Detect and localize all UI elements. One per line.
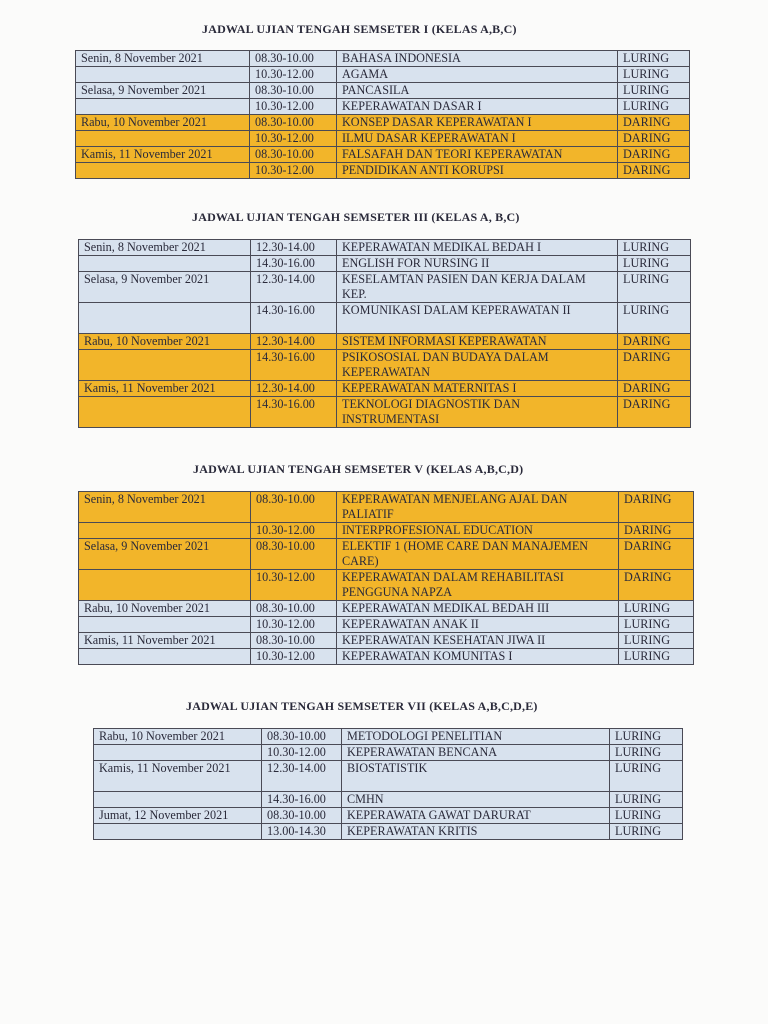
mode-cell: LURING xyxy=(610,808,683,824)
subject-cell: ENGLISH FOR NURSING II xyxy=(337,256,618,272)
subject-cell: KEPERAWATAN KESEHATAN JIWA II xyxy=(337,633,619,649)
table-row xyxy=(76,51,690,67)
day-cell xyxy=(79,303,251,334)
time-cell: 08.30-10.00 xyxy=(262,808,342,824)
time-cell: 10.30-12.00 xyxy=(251,570,337,601)
day-cell: Selasa, 9 November 2021 xyxy=(79,539,251,570)
subject-cell: KEPERAWATAN MATERNITAS I xyxy=(337,381,618,397)
time-cell: 10.30-12.00 xyxy=(251,523,337,539)
section-title-sem7: JADWAL UJIAN TENGAH SEMSETER VII (KELAS A,B,C,D,E) xyxy=(186,699,538,713)
day-cell xyxy=(79,523,251,539)
day-cell: Senin, 8 November 2021 xyxy=(79,492,251,523)
mode-cell: LURING xyxy=(618,272,691,303)
day-cell: Rabu, 10 November 2021 xyxy=(79,334,251,350)
time-cell: 10.30-12.00 xyxy=(251,649,337,665)
subject-cell: KEPERAWATA GAWAT DARURAT xyxy=(342,808,610,824)
mode-cell: DARING xyxy=(618,131,690,147)
mode-cell: LURING xyxy=(619,633,694,649)
subject-cell: AGAMA xyxy=(337,67,618,83)
mode-cell: DARING xyxy=(618,381,691,397)
table-row xyxy=(76,115,690,131)
mode-cell: LURING xyxy=(618,256,691,272)
mode-cell: LURING xyxy=(610,824,683,840)
day-cell: Rabu, 10 November 2021 xyxy=(79,601,251,617)
subject-cell: KEPERAWATAN KRITIS xyxy=(342,824,610,840)
table-row xyxy=(79,649,694,665)
table-row xyxy=(76,83,690,99)
day-cell xyxy=(79,617,251,633)
subject-cell: KEPERAWATAN ANAK II xyxy=(337,617,619,633)
table-row xyxy=(79,617,694,633)
time-cell: 08.30-10.00 xyxy=(250,51,337,67)
time-cell: 08.30-10.00 xyxy=(251,633,337,649)
day-cell xyxy=(76,163,250,179)
subject-cell: INTERPROFESIONAL EDUCATION xyxy=(337,523,619,539)
day-cell xyxy=(94,792,262,808)
mode-cell: LURING xyxy=(618,83,690,99)
subject-cell: ILMU DASAR KEPERAWATAN I xyxy=(337,131,618,147)
day-cell xyxy=(94,745,262,761)
subject-cell: KEPERAWATAN DALAM REHABILITASI PENGGUNA NAPZA xyxy=(337,570,619,601)
day-cell: Rabu, 10 November 2021 xyxy=(94,729,262,745)
subject-cell: TEKNOLOGI DIAGNOSTIK DAN INSTRUMENTASI xyxy=(337,397,618,428)
mode-cell: LURING xyxy=(610,729,683,745)
time-cell: 12.30-14.00 xyxy=(251,334,337,350)
time-cell: 08.30-10.00 xyxy=(262,729,342,745)
time-cell: 08.30-10.00 xyxy=(250,147,337,163)
subject-cell: BIOSTATISTIK xyxy=(342,761,610,792)
subject-cell: KONSEP DASAR KEPERAWATAN I xyxy=(337,115,618,131)
time-cell: 14.30-16.00 xyxy=(262,792,342,808)
section-title-sem3: JADWAL UJIAN TENGAH SEMSETER III (KELAS A, B,C) xyxy=(192,210,520,224)
mode-cell: LURING xyxy=(610,761,683,792)
time-cell: 14.30-16.00 xyxy=(251,303,337,334)
mode-cell: DARING xyxy=(618,163,690,179)
section-title-sem1: JADWAL UJIAN TENGAH SEMSETER I (KELAS A,B,C) xyxy=(202,22,517,36)
day-cell: Selasa, 9 November 2021 xyxy=(76,83,250,99)
table-row xyxy=(79,601,694,617)
day-cell: Kamis, 11 November 2021 xyxy=(79,633,251,649)
day-cell xyxy=(79,397,251,428)
subject-cell: PANCASILA xyxy=(337,83,618,99)
day-cell xyxy=(76,99,250,115)
table-row xyxy=(76,147,690,163)
section-title-sem5: JADWAL UJIAN TENGAH SEMSETER V (KELAS A,B,C,D) xyxy=(193,462,524,476)
day-cell: Jumat, 12 November 2021 xyxy=(94,808,262,824)
subject-cell: KEPERAWATAN KOMUNITAS I xyxy=(337,649,619,665)
time-cell: 10.30-12.00 xyxy=(250,67,337,83)
mode-cell: DARING xyxy=(618,350,691,381)
time-cell: 10.30-12.00 xyxy=(262,745,342,761)
time-cell: 10.30-12.00 xyxy=(250,99,337,115)
subject-cell: KOMUNIKASI DALAM KEPERAWATAN II xyxy=(337,303,618,334)
table-row xyxy=(79,492,694,523)
table-row xyxy=(79,570,694,601)
mode-cell: DARING xyxy=(619,570,694,601)
mode-cell: DARING xyxy=(619,523,694,539)
table-row xyxy=(94,808,683,824)
mode-cell: LURING xyxy=(618,67,690,83)
time-cell: 12.30-14.00 xyxy=(262,761,342,792)
day-cell xyxy=(76,131,250,147)
table-row xyxy=(94,761,683,792)
day-cell xyxy=(76,67,250,83)
time-cell: 14.30-16.00 xyxy=(251,350,337,381)
mode-cell: LURING xyxy=(618,240,691,256)
table-row xyxy=(94,729,683,745)
time-cell: 08.30-10.00 xyxy=(250,115,337,131)
mode-cell: DARING xyxy=(618,334,691,350)
day-cell: Kamis, 11 November 2021 xyxy=(76,147,250,163)
mode-cell: LURING xyxy=(610,792,683,808)
table-row xyxy=(79,539,694,570)
schedule-table-sem3 xyxy=(78,239,691,428)
time-cell: 13.00-14.30 xyxy=(262,824,342,840)
mode-cell: DARING xyxy=(618,397,691,428)
time-cell: 10.30-12.00 xyxy=(250,131,337,147)
mode-cell: LURING xyxy=(619,617,694,633)
subject-cell: PENDIDIKAN ANTI KORUPSI xyxy=(337,163,618,179)
subject-cell: ELEKTIF 1 (HOME CARE DAN MANAJEMEN CARE) xyxy=(337,539,619,570)
time-cell: 08.30-10.00 xyxy=(250,83,337,99)
subject-cell: BAHASA INDONESIA xyxy=(337,51,618,67)
time-cell: 08.30-10.00 xyxy=(251,539,337,570)
table-row xyxy=(76,67,690,83)
mode-cell: LURING xyxy=(618,99,690,115)
mode-cell: LURING xyxy=(618,51,690,67)
time-cell: 14.30-16.00 xyxy=(251,397,337,428)
time-cell: 12.30-14.00 xyxy=(251,240,337,256)
time-cell: 10.30-12.00 xyxy=(250,163,337,179)
table-row xyxy=(79,397,691,428)
schedule-table-sem7 xyxy=(93,728,683,840)
mode-cell: DARING xyxy=(619,492,694,523)
table-row xyxy=(76,163,690,179)
subject-cell: KEPERAWATAN MENJELANG AJAL DAN PALIATIF xyxy=(337,492,619,523)
subject-cell: CMHN xyxy=(342,792,610,808)
table-row xyxy=(76,99,690,115)
time-cell: 08.30-10.00 xyxy=(251,492,337,523)
subject-cell: KESELAMTAN PASIEN DAN KERJA DALAM KEP. xyxy=(337,272,618,303)
subject-cell: METODOLOGI PENELITIAN xyxy=(342,729,610,745)
subject-cell: PSIKOSOSIAL DAN BUDAYA DALAM KEPERAWATAN xyxy=(337,350,618,381)
table-row xyxy=(94,745,683,761)
subject-cell: KEPERAWATAN DASAR I xyxy=(337,99,618,115)
table-row xyxy=(79,633,694,649)
day-cell xyxy=(79,570,251,601)
time-cell: 14.30-16.00 xyxy=(251,256,337,272)
subject-cell: KEPERAWATAN MEDIKAL BEDAH I xyxy=(337,240,618,256)
table-row xyxy=(76,131,690,147)
day-cell: Selasa, 9 November 2021 xyxy=(79,272,251,303)
time-cell: 12.30-14.00 xyxy=(251,272,337,303)
day-cell: Kamis, 11 November 2021 xyxy=(79,381,251,397)
day-cell xyxy=(79,256,251,272)
day-cell: Senin, 8 November 2021 xyxy=(76,51,250,67)
mode-cell: DARING xyxy=(618,147,690,163)
time-cell: 10.30-12.00 xyxy=(251,617,337,633)
day-cell: Rabu, 10 November 2021 xyxy=(76,115,250,131)
day-cell xyxy=(79,350,251,381)
table-row xyxy=(79,350,691,381)
mode-cell: LURING xyxy=(610,745,683,761)
table-row xyxy=(79,272,691,303)
day-cell: Kamis, 11 November 2021 xyxy=(94,761,262,792)
table-row xyxy=(79,523,694,539)
day-cell xyxy=(94,824,262,840)
table-row xyxy=(79,240,691,256)
mode-cell: LURING xyxy=(619,649,694,665)
mode-cell: LURING xyxy=(619,601,694,617)
table-row xyxy=(79,303,691,334)
schedule-table-sem1 xyxy=(75,50,690,179)
subject-cell: KEPERAWATAN MEDIKAL BEDAH III xyxy=(337,601,619,617)
subject-cell: KEPERAWATAN BENCANA xyxy=(342,745,610,761)
subject-cell: SISTEM INFORMASI KEPERAWATAN xyxy=(337,334,618,350)
time-cell: 08.30-10.00 xyxy=(251,601,337,617)
table-row xyxy=(94,792,683,808)
table-row xyxy=(79,256,691,272)
subject-cell: FALSAFAH DAN TEORI KEPERAWATAN xyxy=(337,147,618,163)
day-cell: Senin, 8 November 2021 xyxy=(79,240,251,256)
mode-cell: DARING xyxy=(619,539,694,570)
schedule-table-sem5 xyxy=(78,491,694,665)
table-row xyxy=(94,824,683,840)
mode-cell: DARING xyxy=(618,115,690,131)
time-cell: 12.30-14.00 xyxy=(251,381,337,397)
mode-cell: LURING xyxy=(618,303,691,334)
day-cell xyxy=(79,649,251,665)
table-row xyxy=(79,334,691,350)
table-row xyxy=(79,381,691,397)
